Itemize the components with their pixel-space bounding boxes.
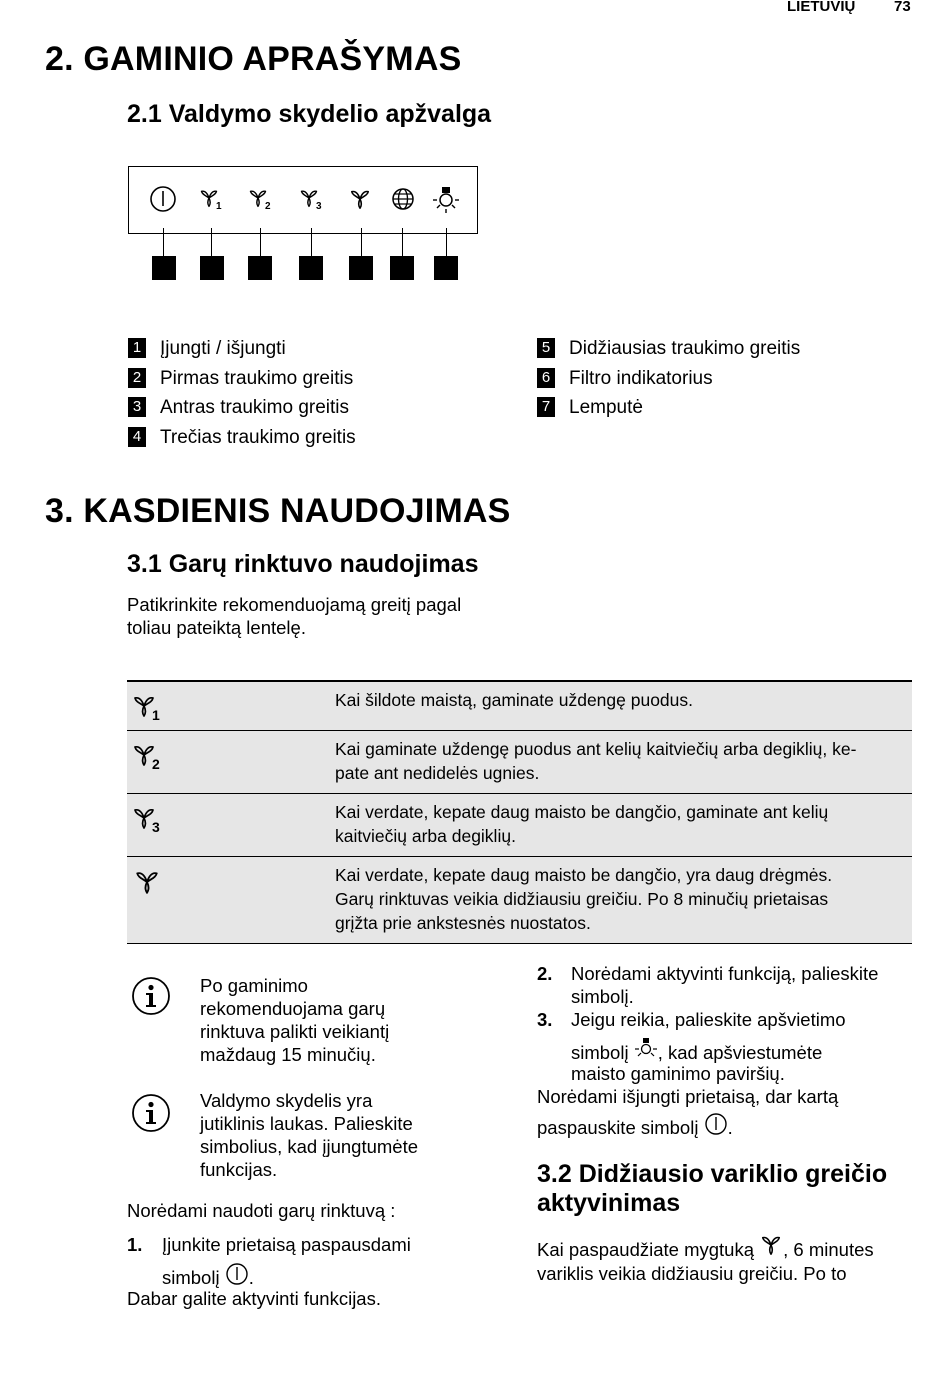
svg-text:1: 1 — [216, 201, 222, 212]
step-number: 1. — [127, 1234, 143, 1255]
step-number: 2. — [537, 963, 553, 984]
info-note: Valdymo skydelis yra jutiklinis laukas. Palieskite simbolius, kad įjungtumėte funkcijas. — [200, 1090, 418, 1180]
filter-icon — [390, 186, 416, 212]
use-intro: Norėdami naudoti garų rinktuvą : — [127, 1200, 396, 1221]
fan-speed-2-icon — [132, 741, 166, 771]
info-icon — [131, 976, 171, 1016]
callout-marker — [349, 256, 373, 280]
intro-line: toliau pateiktą lentelę. — [127, 617, 306, 638]
svg-text:3: 3 — [152, 818, 160, 834]
table-cell-line: Garų rinktuvas veikia didžiausiu greičiu. Po 8 minučių prietaisas — [335, 888, 829, 909]
svg-text:2: 2 — [265, 201, 271, 212]
now-text: Dabar galite aktyvinti funkcijas. — [127, 1288, 381, 1309]
svg-text:1: 1 — [152, 707, 160, 722]
language-label: LIETUVIŲ — [787, 0, 856, 15]
table-row — [127, 793, 912, 856]
fan-speed-1-icon — [132, 692, 166, 722]
section2-subtitle: 2.1 Valdymo skydelio apžvalga — [127, 100, 492, 128]
fan-speed-1-icon — [199, 187, 227, 213]
callout-line — [211, 228, 212, 258]
callout-line — [311, 228, 312, 258]
step-text: Norėdami aktyvinti funkciją, palieskite — [571, 963, 879, 984]
step-text: Jeigu reikia, palieskite apšvietimo — [571, 1009, 846, 1030]
step-text: Įjunkite prietaisą paspausdami — [162, 1234, 411, 1255]
callout-marker — [152, 256, 176, 280]
callout-line — [446, 228, 447, 258]
off-text: Norėdami išjungti prietaisą, dar kartą — [537, 1086, 839, 1107]
info-icon — [131, 1093, 171, 1133]
power-icon — [225, 1262, 249, 1286]
fan-max-icon — [132, 867, 166, 897]
step-text: simbolį. — [571, 986, 634, 1007]
paragraph: Kai paspaudžiate mygtuką , 6 minutes — [537, 1233, 874, 1261]
power-icon — [147, 183, 179, 215]
legend-item: 6 Filtro indikatorius — [537, 368, 713, 390]
section32-title: 3.2 Didžiausio variklio greičio aktyvinimas — [537, 1160, 888, 1217]
legend-item: 5 Didžiausias traukimo greitis — [537, 338, 800, 360]
step-number: 3. — [537, 1009, 553, 1030]
callout-line — [260, 228, 261, 258]
table-cell-line: Kai gaminate uždengę puodus ant kelių kaitviečių arba degiklių, ke- — [335, 738, 857, 759]
fan-max-icon — [348, 187, 374, 213]
table-cell-line: pate ant nedidelės ugnies. — [335, 762, 540, 783]
callout-line — [402, 228, 403, 258]
table-cell-line: kaitviečių arba degiklių. — [335, 825, 516, 846]
legend-item: 2 Pirmas traukimo greitis — [128, 368, 353, 390]
section3-title: 3. KASDIENIS NAUDOJIMAS — [45, 492, 511, 530]
lamp-icon — [634, 1036, 658, 1060]
table-row — [127, 730, 912, 793]
fan-speed-3-icon — [299, 187, 327, 213]
section2-title: 2. GAMINIO APRAŠYMAS — [45, 40, 462, 78]
callout-marker — [434, 256, 458, 280]
speed-table — [127, 680, 912, 944]
table-row — [127, 681, 912, 730]
step-text: simbolį . — [162, 1262, 254, 1289]
step-text: simbolį , kad apšviestumėte — [571, 1036, 822, 1064]
callout-marker — [299, 256, 323, 280]
table-cell-line: Kai verdate, kepate daug maisto be dangčio, gaminate ant kelių — [335, 801, 829, 822]
legend-item: 7 Lemputė — [537, 397, 643, 419]
info-note: Po gaminimo rekomenduojama garų rinktuva palikti veikiantį maždaug 15 minučių. — [200, 975, 390, 1065]
fan-speed-2-icon — [248, 187, 276, 213]
callout-line — [361, 228, 362, 258]
callout-marker — [200, 256, 224, 280]
paragraph: variklis veikia didžiausiu greičiu. Po to — [537, 1263, 847, 1284]
step-text: maisto gaminimo paviršių. — [571, 1063, 785, 1084]
off-text: paspauskite simbolį . — [537, 1112, 733, 1139]
svg-text:3: 3 — [316, 201, 322, 212]
callout-marker — [248, 256, 272, 280]
callout-line — [163, 228, 164, 258]
table-cell-line: Kai verdate, kepate daug maisto be dangčio, yra daug drėgmės. — [335, 864, 833, 885]
legend-item: 4 Trečias traukimo greitis — [128, 427, 356, 449]
table-cell-line: grįžta prie ankstesnės nuostatos. — [335, 912, 591, 933]
table-cell-line: Kai šildote maistą, gaminate uždengę puodus. — [335, 690, 694, 710]
intro-line: Patikrinkite rekomenduojamą greitį pagal — [127, 594, 462, 615]
lamp-icon — [431, 184, 461, 214]
section3-subtitle: 3.1 Garų rinktuvo naudojimas — [127, 550, 479, 578]
power-icon — [704, 1112, 728, 1136]
legend-item: 3 Antras traukimo greitis — [128, 397, 349, 419]
svg-text:2: 2 — [152, 755, 160, 771]
table-row — [127, 856, 912, 943]
page-number: 73 — [894, 0, 911, 15]
fan-max-icon — [759, 1233, 783, 1259]
legend-item: 1 Įjungti / išjungti — [128, 338, 286, 360]
fan-speed-3-icon — [132, 804, 166, 834]
callout-marker — [390, 256, 414, 280]
